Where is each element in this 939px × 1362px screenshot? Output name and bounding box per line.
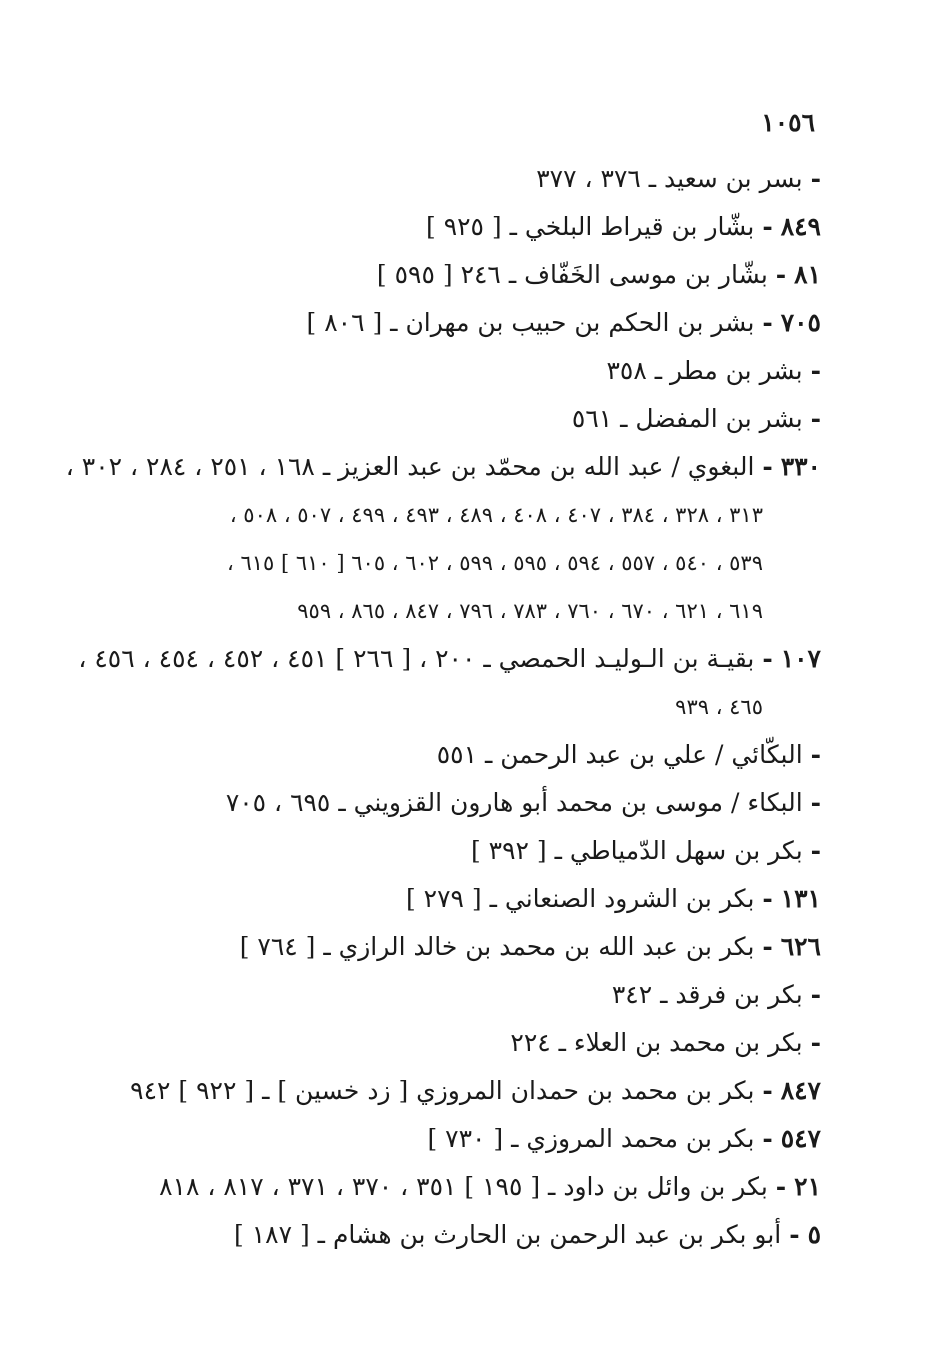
entry-dash: - (762, 1124, 773, 1153)
entry-dash: - (762, 212, 773, 241)
index-entry (106, 731, 821, 779)
entry-dash: - (762, 884, 773, 913)
entry-text: بكر بن فرقد ـ ٣٤٢ (611, 980, 803, 1009)
index-entry (106, 203, 821, 251)
entry-text: ٤٦٥ ، ٩٣٩ (675, 695, 763, 719)
entry-text: بشر بن الحكم بن حبيب بن مهران ـ [ ٨٠٦ ] (306, 308, 755, 337)
entry-number: ٧٠٥ (780, 308, 821, 337)
entry-dash: - (762, 932, 773, 961)
index-entry-continuation (106, 539, 821, 587)
index-entry (106, 971, 821, 1019)
index-entry (106, 923, 821, 971)
index-entry (106, 1211, 821, 1259)
entry-text: بكر بن وائل بن داود ـ [ ١٩٥ ] ٣٥١ ، ٣٧٠ ، ٣٧١ ، ٨١٧ ، ٨١٨ (159, 1172, 768, 1201)
page-number: ١٠٥٦ (761, 108, 815, 137)
entry-text: بكر بن محمد بن العلاء ـ ٢٢٤ (510, 1028, 803, 1057)
index-entry (106, 251, 821, 299)
index-entry (65, 443, 821, 491)
index-entry (78, 635, 821, 683)
entry-dash: - (762, 644, 773, 673)
index-entry (106, 875, 821, 923)
entry-dash: - (810, 740, 821, 769)
entry-number: ٨١ (794, 260, 821, 289)
entry-number: ١٠٧ (780, 644, 821, 673)
entry-dash: - (762, 452, 773, 481)
entry-text: بشّار بن موسى الخَفّاف ـ ٢٤٦ [ ٥٩٥ ] (376, 260, 768, 289)
index-entry-continuation (106, 587, 821, 635)
entry-dash: - (810, 788, 821, 817)
entry-dash: - (810, 164, 821, 193)
entry-text: بكر بن محمد المروزي ـ [ ٧٣٠ ] (427, 1124, 755, 1153)
index-entry (106, 155, 821, 203)
entry-text: بسر بن سعيد ـ ٣٧٦ ، ٣٧٧ (536, 164, 803, 193)
index-entry (106, 395, 821, 443)
entry-dash: - (762, 1076, 773, 1105)
entry-number: ٨٤٧ (780, 1076, 821, 1105)
entry-text: البغوي / عبد الله بن محمّد بن عبد العزيز ـ ١٦٨ ، ٢٥١ ، ٢٨٤ ، ٣٠٢ ، (65, 452, 755, 481)
entry-number: ٣٣٠ (780, 452, 821, 481)
entry-text: البكاء / موسى بن محمد أبو هارون القزويني ـ ٦٩٥ ، ٧٠٥ (225, 788, 803, 817)
entry-dash: - (810, 1028, 821, 1057)
entry-number: ٢١ (794, 1172, 821, 1201)
entry-number: ١٣١ (780, 884, 821, 913)
entry-text: ٥٣٩ ، ٥٤٠ ، ٥٥٧ ، ٥٩٤ ، ٥٩٥ ، ٥٩٩ ، ٦٠٢ ، ٦٠٥ [ ٦١٠ ] ٦١٥ ، (227, 551, 763, 575)
index-entry-continuation (106, 683, 821, 731)
entry-text: بكر بن سهل الدّمياطي ـ [ ٣٩٢ ] (470, 836, 803, 865)
index-entry (106, 1163, 821, 1211)
index-entry (106, 779, 821, 827)
entry-dash: - (810, 980, 821, 1009)
entry-number: ٥ (807, 1220, 821, 1249)
entry-text: بكر بن الشرود الصنعاني ـ [ ٢٧٩ ] (405, 884, 755, 913)
entry-dash: - (775, 260, 787, 289)
entry-dash: - (789, 1220, 800, 1249)
index-entry (106, 1067, 821, 1115)
entry-text: بقيـة بن الـوليـد الحمصي ـ ٢٠٠ ، [ ٢٦٦ ] ٤٥١ ، ٤٥٢ ، ٤٥٤ ، ٤٥٦ ، (78, 644, 755, 673)
entry-text: بشّار بن قيراط البلخي ـ [ ٩٢٥ ] (425, 212, 755, 241)
entry-dash: - (810, 404, 821, 433)
entry-text: ٦١٩ ، ٦٢١ ، ٦٧٠ ، ٧٦٠ ، ٧٨٣ ، ٧٩٦ ، ٨٤٧ ، ٨٦٥ ، ٩٥٩ (297, 599, 763, 623)
index-entry (106, 299, 821, 347)
entry-number: ٨٤٩ (780, 212, 821, 241)
entry-text: أبو بكر بن عبد الرحمن بن الحارث بن هشام ـ [ ١٨٧ ] (234, 1220, 782, 1249)
entry-text: البكّائي / علي بن عبد الرحمن ـ ٥٥١ (436, 740, 803, 769)
index-entry-continuation (106, 491, 821, 539)
index-entry (106, 1115, 821, 1163)
entry-text: بشر بن المفضل ـ ٥٦١ (571, 404, 803, 433)
entry-dash: - (775, 1172, 787, 1201)
entry-dash: - (762, 308, 773, 337)
index-entries (65, 155, 821, 1259)
entry-text: بكر بن عبد الله بن محمد بن خالد الرازي ـ [ ٧٦٤ ] (239, 932, 755, 961)
entry-number: ٦٢٦ (780, 932, 821, 961)
entry-dash: - (810, 836, 821, 865)
entry-text: ٣١٣ ، ٣٢٨ ، ٣٨٤ ، ٤٠٧ ، ٤٠٨ ، ٤٨٩ ، ٤٩٣ ، ٤٩٩ ، ٥٠٧ ، ٥٠٨ ، (229, 503, 763, 527)
entry-number: ٥٤٧ (780, 1124, 821, 1153)
index-entry (106, 827, 821, 875)
entry-text: بشر بن مطر ـ ٣٥٨ (606, 356, 803, 385)
index-entry (106, 1019, 821, 1067)
entry-text: بكر بن محمد بن حمدان المروزي [ زد خسين ] ـ [ ٩٢٢ ] ٩٤٢ (130, 1076, 755, 1105)
entry-dash: - (810, 356, 821, 385)
index-entry (106, 347, 821, 395)
